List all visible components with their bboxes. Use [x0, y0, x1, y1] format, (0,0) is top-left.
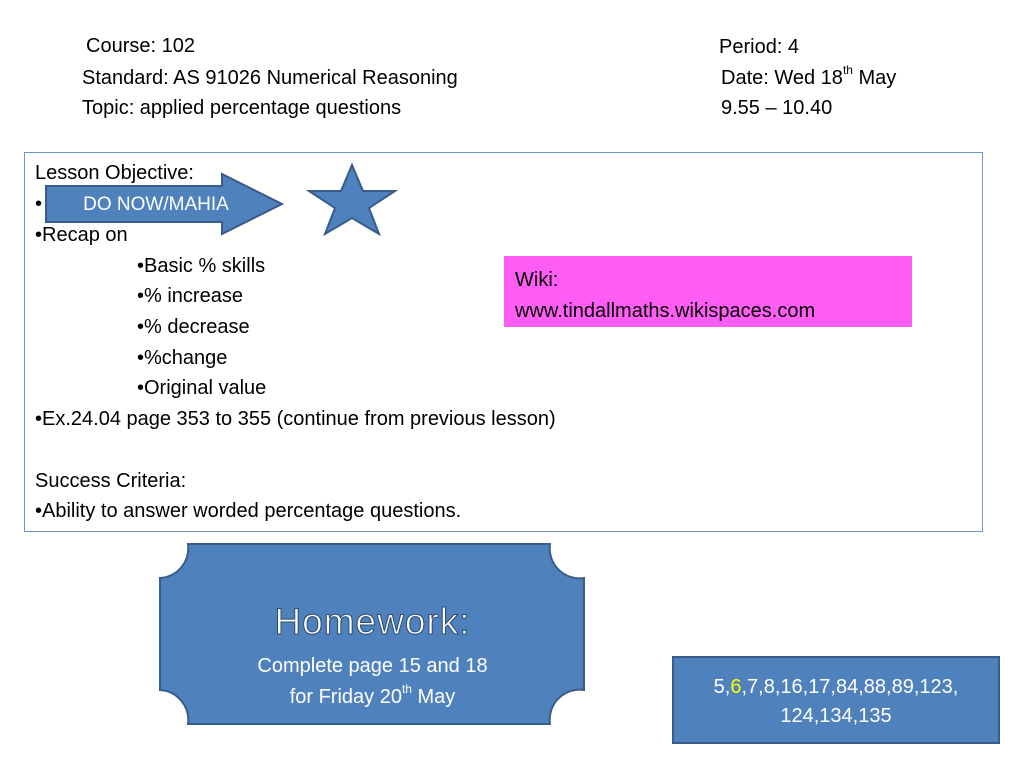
- wiki-label: Wiki:: [515, 269, 559, 291]
- date-suffix: May: [852, 67, 897, 89]
- topic-label: Topic: applied percentage questions: [82, 97, 402, 119]
- course-label: Course: 102: [86, 35, 195, 57]
- time-label: 9.55 – 10.40: [721, 97, 833, 119]
- success-criteria-item: •Ability to answer worded percentage questions.: [35, 500, 462, 522]
- recap-item: •% decrease: [137, 316, 250, 338]
- homework-due-prefix: for Friday 20: [289, 686, 402, 708]
- objective-heading: Lesson Objective:: [35, 162, 194, 184]
- date-superscript: th: [842, 63, 853, 78]
- success-criteria-heading: Success Criteria:: [35, 470, 187, 492]
- homework-line1: Complete page 15 and 18: [257, 655, 488, 677]
- recap-heading: •Recap on: [35, 224, 128, 246]
- star-icon: [306, 162, 398, 236]
- question-list-box: [672, 656, 1000, 744]
- homework-due-superscript: th: [401, 682, 412, 697]
- homework-line2: [160, 682, 585, 709]
- wiki-url[interactable]: www.tindallmaths.wikispaces.com: [515, 300, 816, 322]
- recap-item: •Original value: [137, 377, 267, 399]
- objective-bullet: •: [35, 193, 43, 215]
- recap-item: •Basic % skills: [137, 255, 266, 277]
- date-prefix: Date: Wed 18: [721, 67, 843, 89]
- question-list-part1: 5,: [713, 676, 731, 698]
- question-list-part2: ,7,8,16,17,84,88,89,123,: [741, 676, 959, 698]
- period-label: Period: 4: [719, 36, 800, 58]
- homework-title: Homework:: [274, 601, 471, 642]
- recap-item: •%change: [137, 347, 228, 369]
- date-label: [721, 63, 897, 89]
- question-list-line2: 124,134,135: [780, 705, 892, 727]
- do-now-label: DO NOW/MAHIA: [83, 194, 229, 215]
- recap-item: •% increase: [137, 285, 243, 307]
- exercise-item: •Ex.24.04 page 353 to 355 (continue from previous lesson): [35, 408, 556, 430]
- wiki-box: [504, 256, 912, 327]
- question-list-highlight: 6: [730, 676, 742, 698]
- standard-label: Standard: AS 91026 Numerical Reasoning: [82, 67, 458, 89]
- homework-due-suffix: May: [411, 686, 456, 708]
- question-list-line1: [674, 673, 998, 702]
